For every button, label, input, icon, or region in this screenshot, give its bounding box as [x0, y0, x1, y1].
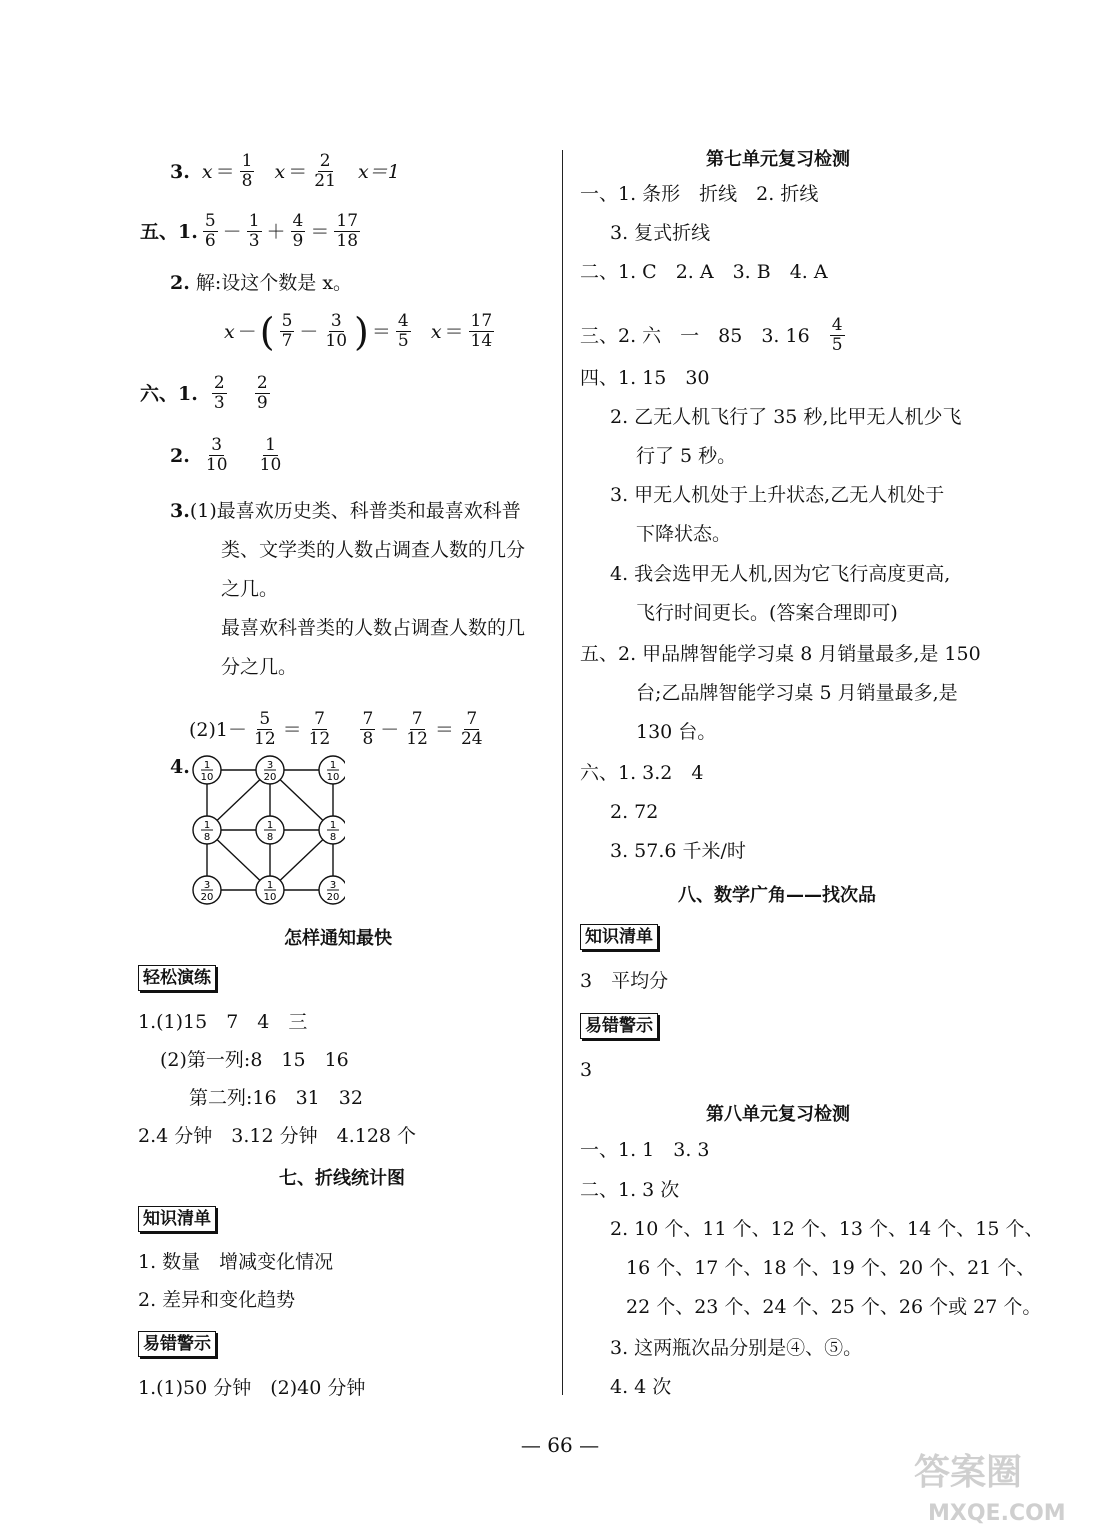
graph-node	[193, 756, 221, 784]
graph-node	[193, 876, 221, 904]
answer-liu-2: 2. $\frac{3}{10}$ $\frac{1}{10}$	[170, 435, 282, 475]
node-numerator: 3	[266, 760, 274, 771]
answer-liu-1: 六、1. $\frac{2}{3}$ $\frac{2}{9}$	[140, 373, 268, 413]
graph-node	[256, 816, 284, 844]
right-line-18: 3 平均分	[580, 970, 669, 992]
svg-text:答案圈: 答案圈	[914, 1452, 1023, 1493]
right-line-7: 行了 5 秒。	[636, 445, 737, 467]
node-denominator: 8	[203, 832, 211, 843]
graph-node	[193, 816, 221, 844]
node-numerator: 1	[329, 760, 337, 771]
boxed-label-knowledge: 知识清单	[138, 1206, 216, 1232]
section-title-find-defective: 八、数学广角——找次品	[678, 885, 876, 906]
section-title-line-chart: 七、折线统计图	[279, 1168, 405, 1189]
node-numerator: 3	[203, 880, 211, 891]
node-denominator: 10	[326, 772, 340, 783]
practice-q2-q4: 2.4 分钟 3.12 分钟 4.128 个	[138, 1125, 417, 1147]
answer-liu-3-part2: (2)1－ $\frac{5}{12}$ ＝ $\frac{7}{12}$ $\frac{7}{8}$ － $\frac{7}{12}$ ＝ $\frac{7}{24}$	[189, 709, 483, 749]
answer-liu-3-line2: 类、文学类的人数占调查人数的几分	[221, 539, 526, 561]
right-line-19: 3	[580, 1059, 593, 1081]
practice-q1: 1.(1)15 7 4 三	[138, 1011, 308, 1033]
graph-node	[256, 756, 284, 784]
graph-node	[319, 756, 345, 784]
answer-liu-3-line1: 3.(1)最喜欢历史类、科普类和最喜欢科普	[170, 500, 521, 522]
right-line-17: 3. 57.6 千米/时	[610, 840, 746, 862]
node-denominator: 10	[200, 772, 214, 783]
practice-q1-part2-col2: 第二列:16 31 32	[189, 1087, 363, 1109]
graph-node	[319, 816, 345, 844]
boxed-label-mistakes: 易错警示	[138, 1331, 216, 1357]
node-numerator: 1	[203, 820, 211, 831]
answer-liu-3-line4: 最喜欢科普类的人数占调查人数的几	[221, 617, 526, 639]
fraction: $\frac{1}{8}$	[241, 151, 253, 191]
svg-text:MXQE.COM: MXQE.COM	[928, 1501, 1066, 1526]
right-line-16: 2. 72	[610, 801, 659, 823]
right-line-6: 2. 乙无人机飞行了 35 秒,比甲无人机少飞	[610, 406, 962, 428]
boxed-label-practice: 轻松演练	[138, 965, 216, 991]
boxed-label-mistakes-right: 易错警示	[580, 1013, 658, 1039]
knowledge-1: 1. 数量 增减变化情况	[138, 1251, 334, 1273]
right-line-13: 台;乙品牌智能学习桌 5 月销量最多,是	[636, 682, 958, 704]
right-line-2: 3. 复式折线	[610, 222, 711, 244]
equation-wu-2: x － ( $\frac{5}{7}$ － $\frac{3}{10}$ ) ＝ $\frac{4}{5}$ x ＝ $\frac{17}{14}$	[224, 309, 493, 354]
right-line-9: 下降状态。	[636, 523, 732, 545]
graph-node	[256, 876, 284, 904]
practice-q1-part2: (2)第一列:8 15 16	[160, 1049, 349, 1071]
answer-wu-2: 2. 解:设这个数是 x。	[170, 272, 353, 294]
right-line-5: 四、1. 15 30	[580, 367, 710, 389]
boxed-label-knowledge-right: 知识清单	[580, 924, 658, 950]
section-title-fastest-notify: 怎样通知最快	[284, 928, 392, 949]
answer-liu-4-num: 4.	[170, 756, 190, 778]
node-numerator: 1	[266, 880, 274, 891]
right-line-21: 二、1. 3 次	[580, 1179, 680, 1201]
node-denominator: 20	[263, 772, 277, 783]
graph-node	[319, 876, 345, 904]
fraction: $\frac{2}{21}$	[314, 151, 336, 191]
right-line-20: 一、1. 1 3. 3	[580, 1139, 710, 1161]
section-title-unit7-review: 第七单元复习检测	[706, 149, 850, 170]
node-numerator: 3	[329, 880, 337, 891]
right-line-25: 3. 这两瓶次品分别是④、⑤。	[610, 1337, 863, 1359]
node-denominator: 20	[326, 892, 340, 903]
right-line-14: 130 台。	[636, 721, 717, 743]
node-denominator: 10	[263, 892, 277, 903]
answer-liu-3-line3: 之几。	[221, 578, 279, 600]
right-line-1: 一、1. 条形 折线 2. 折线	[580, 183, 819, 205]
node-numerator: 1	[329, 820, 337, 831]
right-line-24: 22 个、23 个、24 个、25 个、26 个或 27 个。	[626, 1296, 1042, 1318]
node-denominator: 8	[266, 832, 274, 843]
node-denominator: 8	[329, 832, 337, 843]
right-line-11: 飞行时间更长。(答案合理即可)	[636, 602, 898, 624]
watermark-logo	[910, 1444, 1080, 1528]
right-line-26: 4. 4 次	[610, 1376, 672, 1398]
node-numerator: 1	[203, 760, 211, 771]
mistake-1: 1.(1)50 分钟 (2)40 分钟	[138, 1377, 366, 1399]
right-line-3: 二、1. C 2. A 3. B 4. A	[580, 261, 828, 283]
right-line-12: 五、2. 甲品牌智能学习桌 8 月销量最多,是 150	[580, 643, 981, 665]
section-title-unit8-review: 第八单元复习检测	[706, 1104, 850, 1125]
right-line-22: 2. 10 个、11 个、12 个、13 个、14 个、15 个、	[610, 1218, 1044, 1240]
right-line-8: 3. 甲无人机处于上升状态,乙无人机处于	[610, 484, 945, 506]
right-line-15: 六、1. 3.2 4	[580, 762, 704, 784]
node-graph-diagram	[185, 752, 345, 912]
knowledge-2: 2. 差异和变化趋势	[138, 1289, 296, 1311]
node-numerator: 1	[266, 820, 274, 831]
right-line-23: 16 个、17 个、18 个、19 个、20 个、21 个、	[626, 1257, 1036, 1279]
node-denominator: 20	[200, 892, 214, 903]
answer-wu-1: 五、1. $\frac{5}{6}$ － $\frac{1}{3}$ ＋ $\frac{4}{9}$ ＝ $\frac{17}{18}$	[140, 211, 359, 251]
page-number: — 66 —	[520, 1433, 600, 1457]
answer-line-3: 3. x ＝ $\frac{1}{8}$ x ＝ $\frac{2}{21}$ x＝1	[170, 151, 400, 191]
right-line-4: 三、2. 六 一 85 3. 16 $\frac{4}{5}$	[580, 315, 843, 355]
answer-liu-3-line5: 分之几。	[221, 656, 298, 678]
column-divider	[562, 150, 563, 1395]
right-line-10: 4. 我会选甲无人机,因为它飞行高度更高,	[610, 563, 951, 585]
right-column	[566, 0, 1094, 1536]
